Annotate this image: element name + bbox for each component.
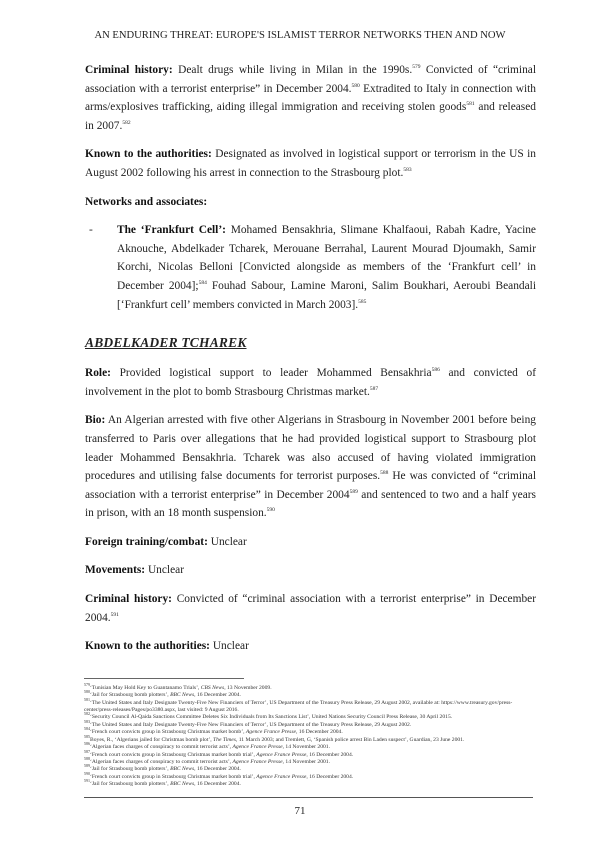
footnote-date: , 16 December 2004.	[306, 773, 354, 780]
label: Role:	[85, 367, 111, 380]
footnote-ref[interactable]: 580	[351, 82, 360, 89]
known-to-authorities	[85, 637, 536, 656]
foreign-training	[85, 533, 536, 552]
footnote-text: ‘French court convicts group in Strasbourg Christmas market bomb trial’,	[90, 751, 257, 758]
text: Convicted of “criminal association with a terrorist enterprise” in December 2004.	[85, 64, 536, 95]
footnote-date: , 16 December 2004.	[194, 781, 241, 788]
footnote-number: 580	[84, 689, 90, 695]
footnote-source: Agence France Presse	[256, 773, 307, 780]
prev-known-to-authorities	[85, 145, 536, 182]
text: Provided logistical support to leader Mohammed Bensakhria	[110, 367, 432, 380]
footnote-source: BBC News	[170, 781, 195, 788]
footnote-text: Boyes, R., ‘Algerians jailed for Christmas bomb plot’,	[90, 736, 214, 743]
footnote-date: , 16 December 2004.	[194, 766, 241, 773]
footnote-text: ‘The United States and Italy Designate Twenty-Five New Financiers of Terror’, US Department of the Treasury Press Release, 29 August 2002.	[90, 721, 412, 728]
footnote-number: 579	[84, 681, 90, 687]
footnote-date: , 14 November 2001.	[282, 744, 330, 751]
text: Unclear	[209, 640, 249, 653]
footnote-text: ‘Jail for Strasbourg bomb plotters’,	[90, 781, 171, 788]
footnote-text: ‘The United States and Italy Designate Twenty-Five New Financiers of Terror’, US Department of the Treasury Press Release, 29 August 2002, available at: https://www.treasury.gov/press-center/press-releases/Pages/po3380.aspx, last visited: 9 August 2016.	[84, 699, 513, 714]
profile-name-heading: ABDELKADER TCHAREK	[85, 335, 247, 351]
footnote-ref[interactable]: 579	[412, 64, 421, 71]
label: Known to the authorities:	[85, 148, 212, 161]
prev-criminal-history	[85, 61, 536, 135]
text: Fouhad Sabour, Lamine Maroni, Salim Boukhari, Aeroubi Beandali [‘Frankfurt cell’ members convicted in March 2003].	[117, 279, 536, 311]
footnote-number: 591	[84, 778, 90, 784]
text: and convicted of involvement in the plot to bomb Strasbourg Christmas market.	[85, 367, 536, 398]
text: Designated as involved in logistical support or terrorism in the US in August 2002 following his arrest in connection to the Strasbourg plot.	[85, 148, 537, 179]
footnote-source: Agence France Presse	[232, 758, 283, 765]
footnote-ref[interactable]: 591	[110, 611, 119, 618]
footer-divider	[84, 797, 533, 798]
footnote-source: Agence France Presse	[256, 751, 307, 758]
footnote-ref[interactable]: 583	[403, 167, 412, 174]
footnote-text: ‘Security Council Al-Qaida Sanctions Committee Deletes Six Individuals from Its Sanctions List’, United Nations Security Council Press Release, 30 April 2015.	[90, 714, 453, 721]
text: and released in 2007.	[85, 101, 536, 132]
footnote-text: ‘Jail for Strasbourg bomb plotters’,	[90, 766, 171, 773]
footnote-date: , 16 December 2004.	[296, 729, 343, 736]
footnote-date: , 13 November 2009.	[224, 684, 272, 691]
criminal-history	[85, 590, 536, 627]
bullet-dash: -	[89, 224, 93, 237]
footnote-text: ‘Tunisian May Hold Key to Guantanamo Trials’,	[90, 684, 201, 691]
footnote-source: Agence France Presse	[245, 729, 296, 736]
page-number: 71	[294, 804, 306, 817]
footnote-source: The Times	[213, 736, 236, 743]
text: Unclear	[207, 535, 247, 548]
network-text	[117, 221, 536, 314]
footnote-source: CBS News	[200, 684, 225, 691]
footnote	[84, 689, 540, 699]
label: Networks and associates:	[85, 195, 208, 208]
text: Convicted of “criminal association with a terrorist enterprise” in December 2004.	[85, 593, 537, 624]
bio	[85, 411, 536, 523]
main-content	[85, 61, 536, 656]
text: and sentenced to two and a half years in prison, with an 18 month suspension.	[85, 488, 536, 520]
footnote-ref[interactable]: 587	[369, 385, 379, 392]
networks-heading	[85, 193, 536, 212]
footnote-number: 589	[84, 763, 90, 769]
footnote	[84, 733, 540, 747]
footnote-ref[interactable]: 586	[431, 367, 440, 374]
footnote-number: 585	[84, 733, 90, 739]
footnote-text: ‘French court convicts group in Strasbourg Christmas market bomb trial’,	[90, 773, 257, 780]
network-list-item	[85, 221, 536, 314]
text: He was convicted of “criminal association with a terrorist enterprise” in December 2004	[85, 470, 536, 501]
footnote-ref[interactable]: 589	[349, 488, 358, 495]
footnote-ref[interactable]: 584	[198, 280, 207, 287]
footnote-source: Agence France Presse	[232, 744, 283, 751]
footnote-number: 587	[84, 748, 90, 754]
text: Extradited to Italy in connection with arms/explosives trafficking, aiding illegal immigration and receiving stolen goods	[85, 82, 536, 114]
footnote-text: ‘Algerian faces charges of conspiracy to commit terrorist acts’,	[90, 744, 233, 751]
label: Criminal history:	[85, 593, 172, 606]
label: Known to the authorities:	[85, 640, 210, 653]
footnote-date: , 16 December 2004.	[306, 751, 354, 758]
text: Mohamed Bensakhria, Slimane Khalfaoui, Rabah Kadre, Yacine Aknouche, Abdelkader Tcharek, Merouane Berrahal, Laurent Mourad Djoumakh, Samir Korchi, Nicolas Belloni [Convicted alongside as members of the ‘Frankfurt cell’ in December 2004];	[117, 224, 536, 292]
footnote-source: BBC News	[170, 692, 195, 699]
footnote-divider	[84, 678, 244, 679]
footnote-number: 583	[84, 719, 90, 725]
footnote-ref[interactable]: 581	[466, 101, 475, 108]
footnote-number: 581	[84, 696, 90, 702]
label: Criminal history:	[85, 64, 173, 76]
running-header: AN ENDURING THREAT: EUROPE'S ISLAMIST TERROR NETWORKS THEN AND NOW	[94, 30, 506, 41]
footnote-number: 586	[84, 741, 90, 747]
text: Unclear	[145, 564, 185, 577]
footnote-number: 588	[84, 756, 90, 762]
footnote-text: ‘Algerian faces charges of conspiracy to commit terrorist acts’,	[90, 758, 233, 765]
role	[85, 364, 536, 401]
label: Foreign training/combat:	[85, 535, 208, 548]
footnote-number: 590	[84, 770, 90, 776]
footnote-source: BBC News	[170, 766, 195, 773]
footnote-number: 582	[84, 711, 90, 717]
footnote-ref[interactable]: 588	[380, 470, 389, 477]
footnote-date: , 14 November 2001.	[282, 758, 330, 765]
footnote-text: ‘Jail for Strasbourg bomb plotters’,	[90, 692, 171, 699]
footnote	[84, 726, 540, 736]
footnote-number: 584	[84, 726, 90, 732]
text: An Algerian arrested with five other Algerians in Strasbourg in November 2001 before being transferred to Paris over allegations that he had provided logistical support to Strasbourg plot leader Mohammed Bensakhria. Tcharek was also accused of having violated immigration procedures and utilising false documents for terrorist purposes.	[85, 414, 536, 483]
footnote-ref[interactable]: 582	[122, 119, 131, 126]
label: Movements:	[85, 564, 146, 577]
text: Dealt drugs while living in Milan in the 1990s.	[172, 64, 413, 76]
label: The ‘Frankfurt Cell’:	[117, 224, 226, 237]
footnote	[84, 741, 540, 751]
footnote-ref[interactable]: 585	[358, 298, 367, 305]
footnote	[84, 778, 540, 788]
footnote-date: , 11 March 2003; and Tremlett, G, ‘Spanish police arrest Bin Laden suspect’, Guardian, 23 June 2001.	[235, 736, 465, 743]
footnote	[84, 696, 540, 715]
footnote	[84, 711, 540, 721]
label: Bio:	[85, 414, 106, 427]
movements	[85, 561, 536, 580]
footnotes	[84, 681, 540, 789]
footnote-text: ‘French court convicts group in Strasbourg Christmas market bomb’,	[90, 729, 246, 736]
footnote-ref[interactable]: 590	[266, 507, 275, 514]
footnote	[84, 770, 540, 784]
footnote	[84, 763, 540, 773]
footnote-date: , 16 December 2004.	[194, 692, 241, 699]
